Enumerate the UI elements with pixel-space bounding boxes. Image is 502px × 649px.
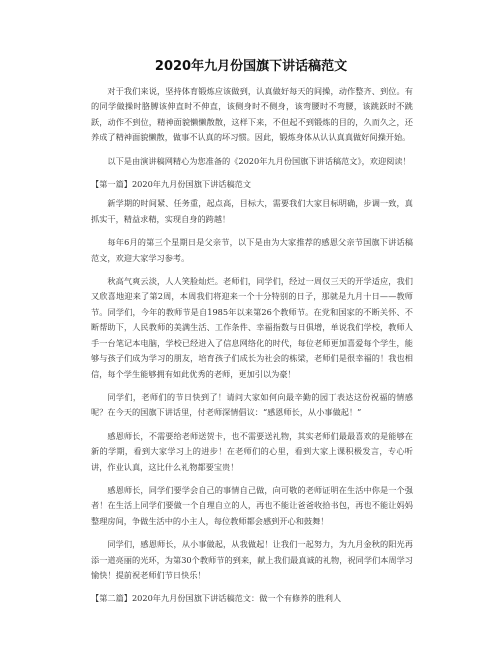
section-heading: 【第一篇】2020年九月份国旗下讲话稿范文 xyxy=(91,179,252,190)
paragraph: 对于我们来说，坚持体育锻炼应该做到，认真做好每天的间操，动作整齐、到位。有的同学做操时胳膊该伸直时不伸直，该侧身时不侧身，该弯腰时不弯腰，该跳跃时不跳跃，动作不到位，精神面貌懒懒散散，这样下来，不但起不到锻炼的目的，久而久之，还养成了精神面貌懒散，做事不认真的坏习惯。因此，锻炼身体从认认真真做好间操开始。 xyxy=(91,86,413,143)
paragraph: 感恩师长，不需要给老师送贺卡，也不需要送礼物，其实老师们最最喜欢的是能够在新的学期，看到大家学习上的进步！在老师们的心里，看到大家上课积极发言，专心听讲，作业认真，这比什么礼物都要宝贵！ xyxy=(91,430,413,472)
paragraph: 同学们，感恩师长，从小事做起，从我做起！让我们一起努力，为九月金秋的阳光再添一道亮丽的光环，为第30个教师节的到来，献上我们最真诚的礼物，祝同学们本周学习愉快！提前祝老师们节日快乐！ xyxy=(91,539,413,580)
paragraph: 以下是由演讲稿网精心为您准备的《2020年九月份国旗下讲话稿范文》，欢迎阅读！ xyxy=(107,155,411,166)
paragraph: 同学们，老师们的节日快到了！请问大家如何向最辛勤的园丁表达这份祝福的情感呢？在今天的国旗下讲话里，付老师深情倡议：“感恩师长，从小事做起！” xyxy=(91,391,413,418)
section-heading: 【第二篇】2020年九月份国旗下讲话稿范文：做一个有修养的胜利人 xyxy=(91,593,342,604)
paragraph: 感恩师长，同学们要学会自己的事情自己做，向可敬的老师证明在生活中你是一个强者！在生活上同学们要做一个自理自立的人，再也不能让爸爸收拾书包，再也不能让妈妈整理房间，争做生活中的小主人，每位教师都会感到开心和鼓舞！ xyxy=(91,484,413,526)
document-body xyxy=(91,84,413,611)
document-title: 2020年九月份国旗下讲话稿范文 xyxy=(154,59,348,74)
paragraph: 每年6月的第三个星期日是父亲节，以下是由为大家推荐的感恩父亲节国旗下讲话稿范文，欢迎大家学习参考。 xyxy=(91,237,413,263)
paragraph: 新学期的时间紧、任务重，起点高，目标大，需要我们大家目标明确，步调一致，真抓实干，精益求精，实现自身的跨越！ xyxy=(91,198,413,224)
paragraph: 秋高气爽云淡，人人笑脸灿烂。老师们，同学们，经过一周仅三天的开学适应，我们又欣喜地迎来了第2周，本周我们将迎来一个十分特别的日子，那就是九月十日——教师节。同学们，今年的教师节是自1985年以来第26个教师节。在党和国家的不断关怀、不断帮助下，人民教师的美满生活、工作条件、幸福指数与日俱增，单说我们学校，教师人手一台笔记本电脑，学校已经进入了信息网络化的时代，每位老师更加喜爱每个学生，能够与孩子们成为学习的朋友，培育孩子们成长为社会的栋梁，老师们是很幸福的！我也相信，每个学生能够拥有如此优秀的老师，更加引以为豪！ xyxy=(91,276,413,379)
